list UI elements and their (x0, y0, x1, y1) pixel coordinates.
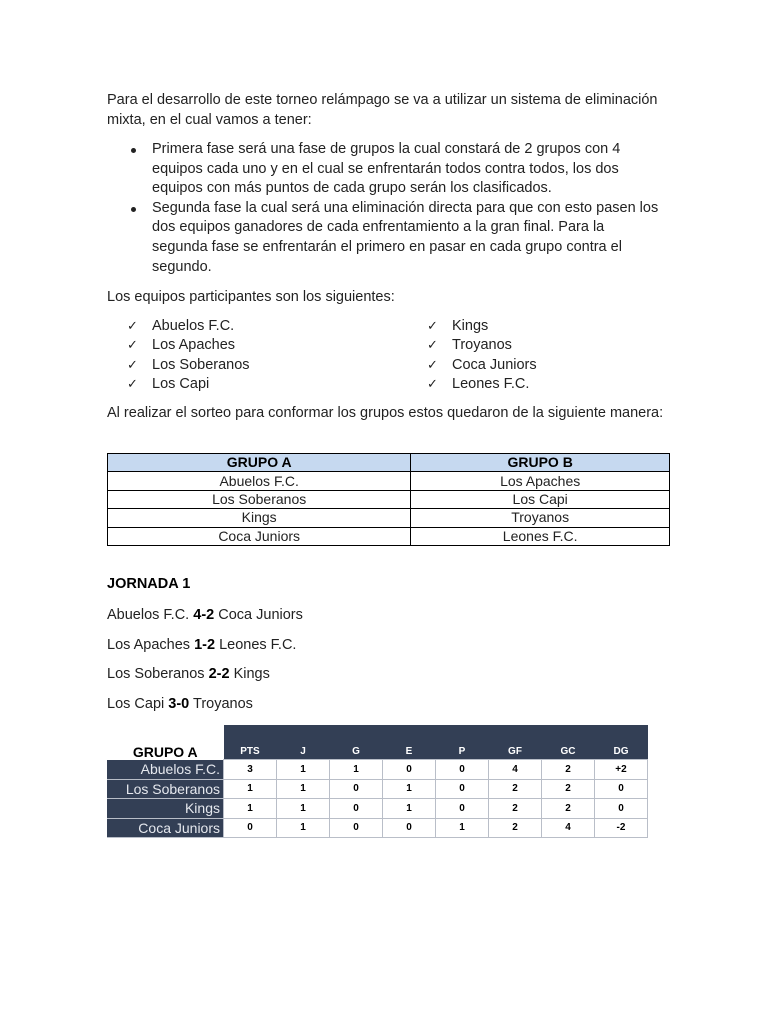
bullet-icon (131, 207, 136, 212)
table-cell: 2 (489, 799, 542, 819)
column-header: E (383, 725, 436, 760)
list-item (407, 336, 647, 355)
list-item (107, 356, 407, 375)
away-team: Leones F.C. (219, 637, 297, 653)
list-item (107, 375, 407, 394)
table-cell: 1 (224, 799, 277, 819)
column-header: GC (542, 725, 595, 760)
list-item (107, 140, 663, 199)
table-cell: 1 (277, 799, 330, 819)
standings-title: GRUPO A (107, 725, 224, 760)
team-name: Los Apaches (152, 337, 236, 354)
table-cell: Coca Juniors (108, 527, 411, 545)
table-cell: Troyanos (411, 509, 670, 527)
column-header: GRUPO A (108, 454, 411, 472)
table-cell: 0 (330, 799, 383, 819)
draw-intro: Al realizar el sorteo para conformar los grupos estos quedaron de la siguiente manera: (107, 405, 664, 421)
check-icon: ✓ (427, 357, 438, 373)
home-team: Los Soberanos (107, 666, 205, 682)
table-row (108, 527, 670, 545)
table-cell: Los Soberanos (108, 490, 411, 508)
table-cell: 1 (330, 760, 383, 780)
team-name: Kings (107, 799, 224, 819)
match-result (107, 694, 253, 714)
away-team: Troyanos (193, 696, 253, 712)
bullet-icon (131, 148, 136, 153)
team-name: Coca Juniors (107, 818, 224, 838)
table-cell: 2 (489, 779, 542, 799)
intro-paragraph: Para el desarrollo de este torneo relámpago se va a utilizar un sistema de eliminación mixta, en el cual vamos a tener: (107, 92, 658, 128)
list-item (407, 356, 647, 375)
column-header: J (277, 725, 330, 760)
column-header: G (330, 725, 383, 760)
check-icon: ✓ (427, 319, 438, 334)
team-name: Troyanos (452, 337, 512, 354)
table-cell: 0 (595, 779, 648, 799)
table-header-row (107, 725, 648, 760)
list-item (107, 336, 407, 355)
match-score: 2-2 (208, 666, 230, 682)
table-cell: Leones F.C. (411, 527, 670, 545)
column-header: GRUPO B (411, 454, 670, 472)
table-row (107, 779, 648, 799)
column-header: P (436, 725, 489, 760)
team-name: Los Soberanos (152, 356, 250, 373)
table-cell: 2 (542, 760, 595, 780)
match-score: 1-2 (194, 637, 216, 653)
table-cell: 0 (436, 799, 489, 819)
away-team: Coca Juniors (218, 607, 303, 623)
home-team: Los Apaches (107, 637, 191, 653)
team-name: Los Soberanos (107, 779, 224, 799)
away-team: Kings (233, 666, 270, 682)
table-cell: 1 (436, 818, 489, 838)
column-header: DG (595, 725, 648, 760)
table-cell: Kings (108, 509, 411, 527)
match-score: 3-0 (168, 696, 190, 712)
table-cell: 4 (542, 818, 595, 838)
table-cell: Los Capi (411, 490, 670, 508)
teams-checklist (107, 317, 647, 394)
home-team: Abuelos F.C. (107, 607, 190, 623)
match-score: 4-2 (193, 607, 215, 623)
table-cell: 0 (436, 779, 489, 799)
column-header: PTS (224, 725, 277, 760)
table-cell: 2 (542, 779, 595, 799)
standings-table (107, 725, 648, 838)
table-cell: 0 (330, 779, 383, 799)
table-cell: 1 (277, 779, 330, 799)
team-name: Kings (452, 318, 489, 334)
table-row (108, 490, 670, 508)
table-cell: 1 (224, 779, 277, 799)
table-cell: 1 (383, 779, 436, 799)
groups-table (107, 453, 670, 546)
list-item (407, 375, 647, 394)
team-name: Coca Juniors (452, 356, 537, 373)
list-item (107, 199, 663, 277)
table-cell: +2 (595, 760, 648, 780)
table-cell: 3 (224, 760, 277, 780)
team-name: Los Capi (152, 375, 210, 392)
home-team: Los Capi (107, 696, 165, 712)
match-result (107, 605, 303, 625)
phase-text: Primera fase será una fase de grupos la cual constará de 2 grupos con 4 equipos cada uno y en el cual se enfrentarán todos contra todos, los dos equipos con más puntos de cada grupo serán los clasificados. (152, 141, 621, 197)
teams-right-list (407, 317, 647, 394)
table-cell: Abuelos F.C. (108, 472, 411, 490)
table-cell: 0 (383, 760, 436, 780)
table-row (108, 509, 670, 527)
table-cell: 0 (436, 760, 489, 780)
match-result (107, 635, 296, 655)
team-name: Leones F.C. (452, 375, 530, 392)
table-cell: 4 (489, 760, 542, 780)
check-icon: ✓ (127, 338, 138, 354)
column-header: GF (489, 725, 542, 760)
table-cell: 1 (383, 799, 436, 819)
check-icon: ✓ (427, 338, 438, 354)
table-cell: 0 (383, 818, 436, 838)
table-cell: 1 (277, 818, 330, 838)
phase-text: Segunda fase la cual será una eliminación directa para que con esto pasen los dos equipos ganadores de cada enfrentamiento a la gran final. Para la segunda fase se enfrentarán el primero en pasar en cada grupo contra el segundo. (152, 199, 659, 275)
list-item (407, 317, 647, 336)
teams-left-list (107, 317, 407, 394)
table-row (108, 472, 670, 490)
table-cell: 0 (595, 799, 648, 819)
table-cell: Los Apaches (411, 472, 670, 490)
phases-list (107, 140, 663, 277)
team-name: Abuelos F.C. (107, 760, 224, 780)
table-cell: 1 (277, 760, 330, 780)
table-cell: 2 (489, 818, 542, 838)
table-cell: -2 (595, 818, 648, 838)
check-icon: ✓ (127, 376, 138, 392)
check-icon: ✓ (127, 357, 138, 373)
table-row (107, 760, 648, 780)
teams-intro: Los equipos participantes son los siguientes: (107, 289, 395, 305)
list-item (107, 317, 407, 336)
table-row (107, 799, 648, 819)
jornada-title: JORNADA 1 (107, 576, 191, 592)
table-cell: 2 (542, 799, 595, 819)
match-result (107, 664, 270, 684)
table-row (107, 818, 648, 838)
team-name: Abuelos F.C. (152, 318, 235, 334)
check-icon: ✓ (127, 319, 138, 334)
check-icon: ✓ (427, 376, 438, 392)
table-header-row (108, 454, 670, 472)
table-cell: 0 (224, 818, 277, 838)
table-cell: 0 (330, 818, 383, 838)
